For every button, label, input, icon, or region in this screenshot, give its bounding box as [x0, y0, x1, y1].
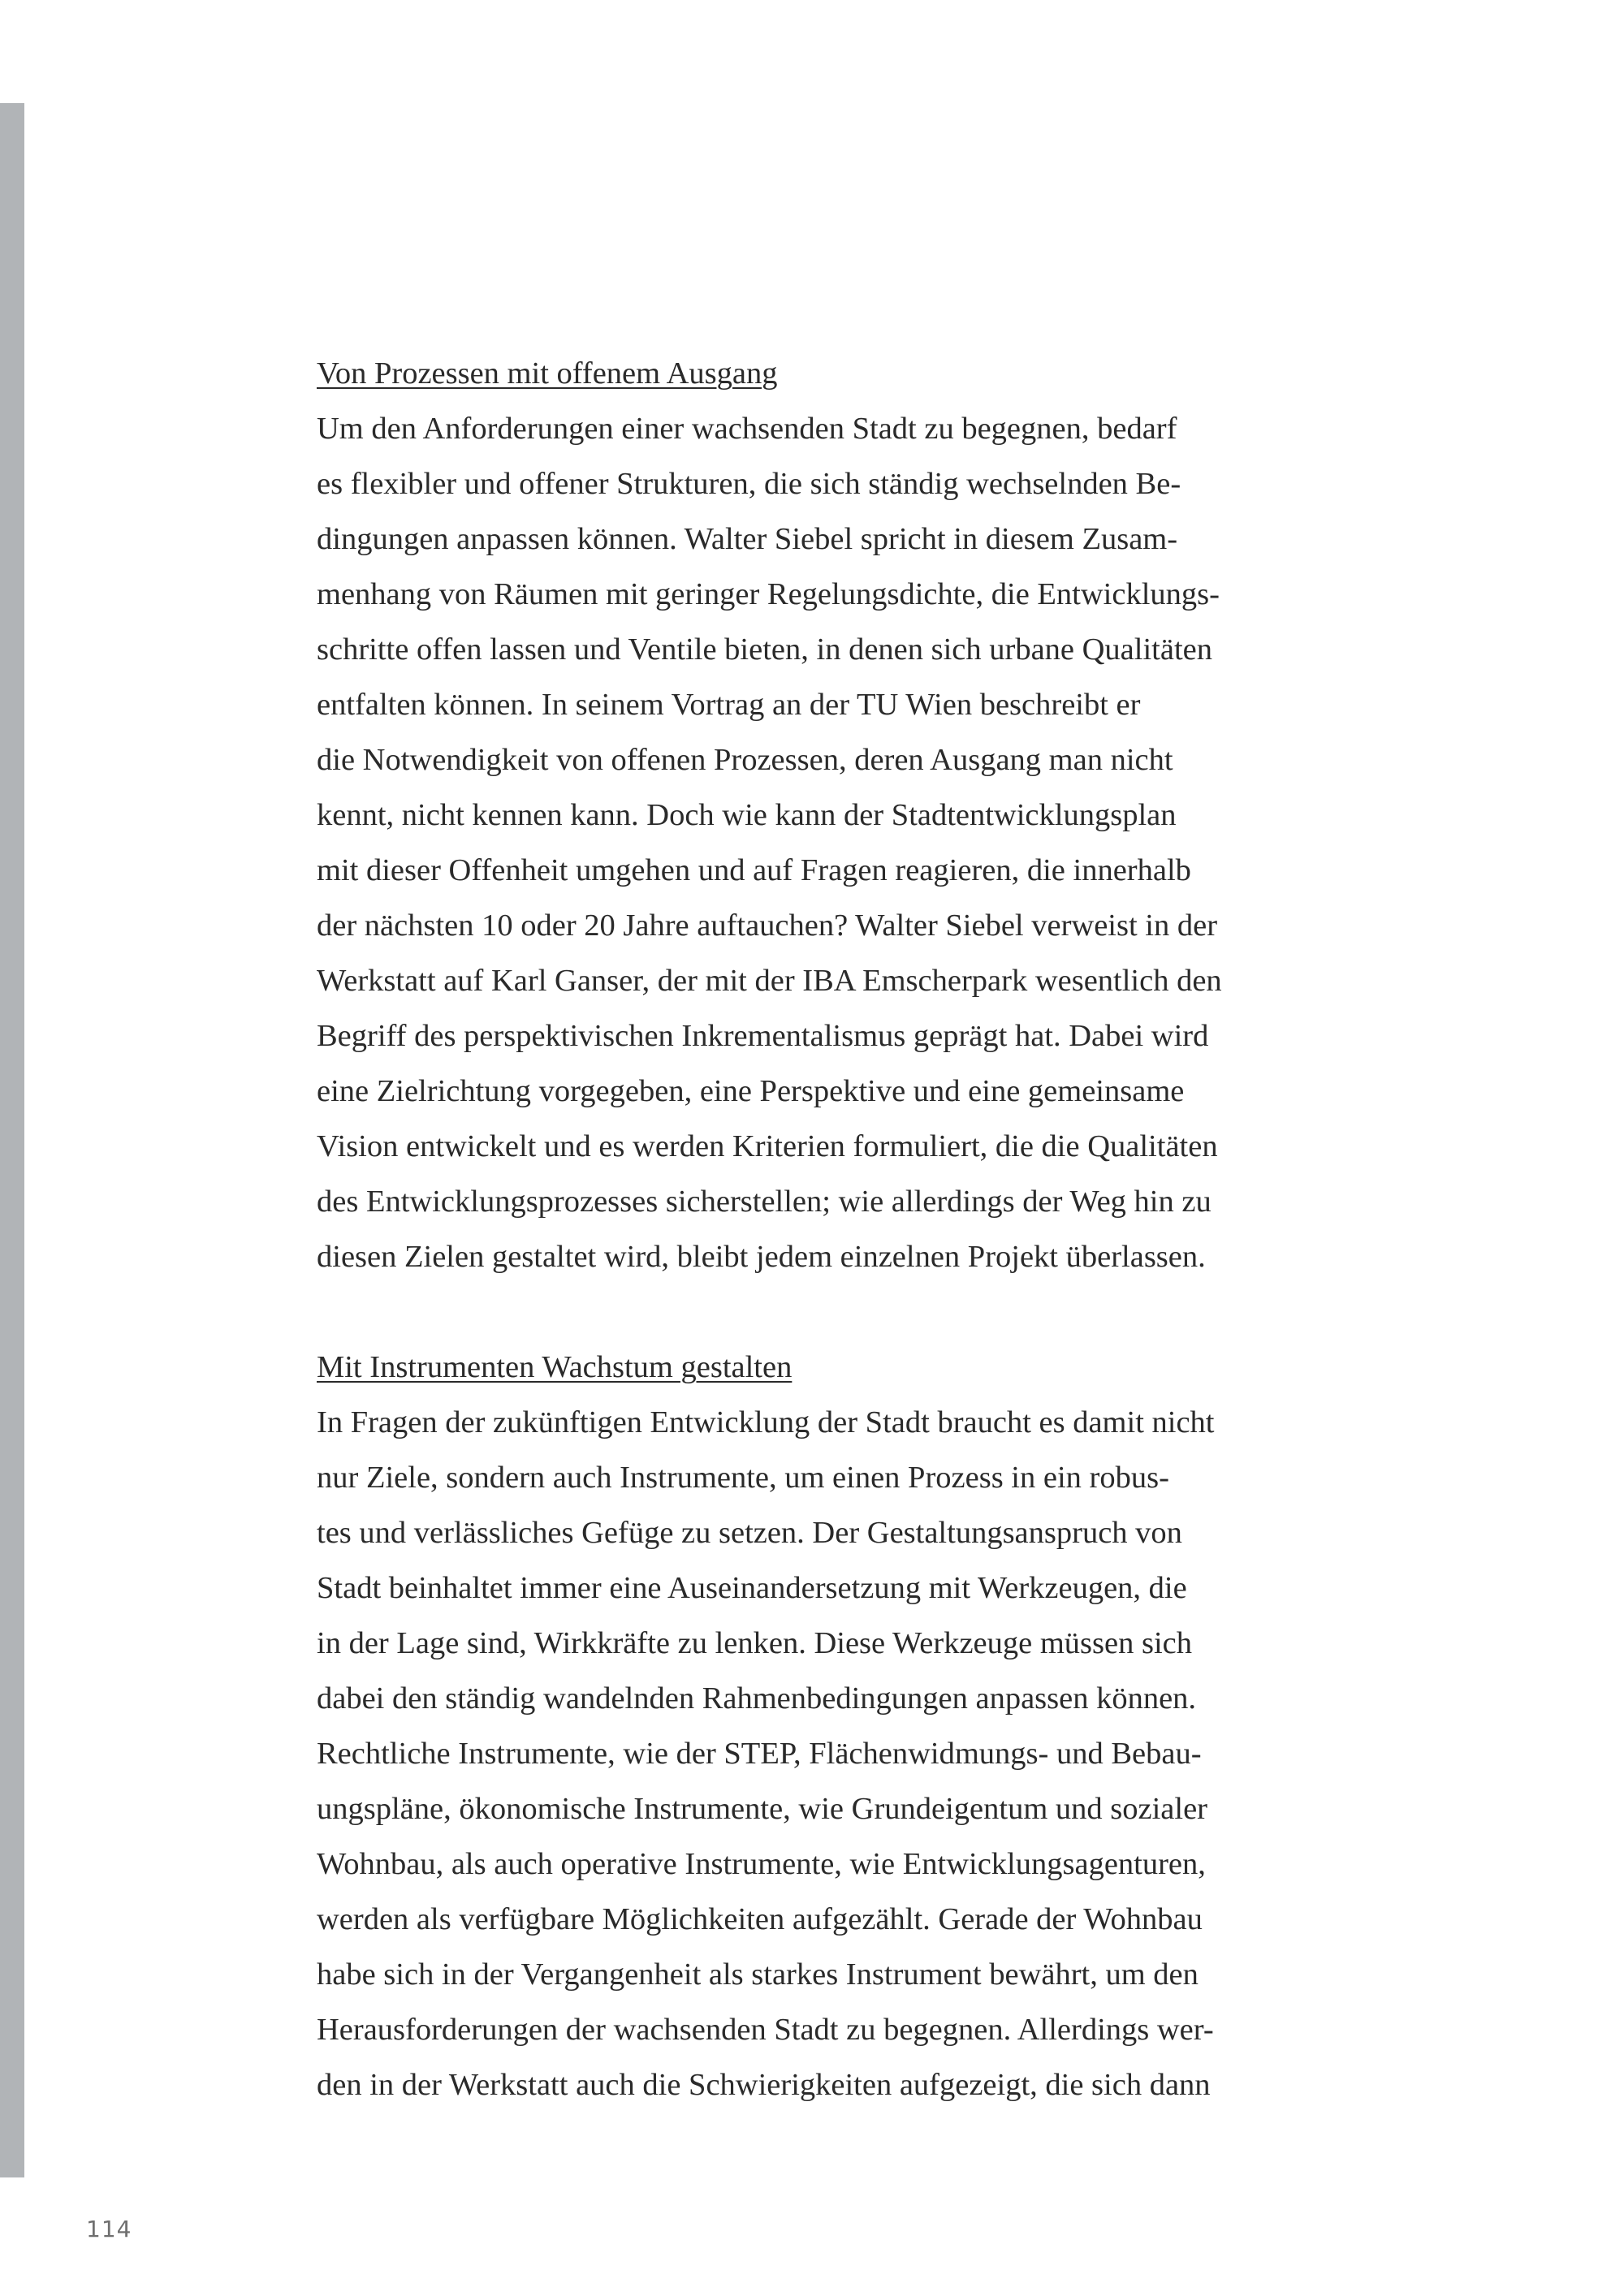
- paragraph-line: Rechtliche Instrumente, wie der STEP, Flächenwidmungs- und Bebau-: [317, 1737, 1202, 1771]
- section-offene-prozesse: [317, 346, 1291, 1284]
- paragraph-line: Um den Anforderungen einer wachsenden Stadt zu begegnen, bedarf: [317, 412, 1177, 446]
- paragraph-line: in der Lage sind, Wirkkräfte zu lenken. Diese Werkzeuge müssen sich: [317, 1626, 1192, 1660]
- paragraph-line: Vision entwickelt und es werden Kriterien formuliert, die die Qualitäten: [317, 1129, 1218, 1163]
- paragraph-line: Begriff des perspektivischen Inkrementalismus geprägt hat. Dabei wird: [317, 1019, 1209, 1053]
- page-number: 114: [86, 2216, 132, 2242]
- paragraph-line: mit dieser Offenheit umgehen und auf Fragen reagieren, die innerhalb: [317, 853, 1191, 887]
- paragraph-line: schritte offen lassen und Ventile bieten, in denen sich urbane Qualitäten: [317, 632, 1212, 667]
- paragraph-line: dabei den ständig wandelnden Rahmenbedingungen anpassen können.: [317, 1681, 1197, 1716]
- section-heading: Von Prozessen mit offenem Ausgang: [317, 356, 778, 391]
- section-instrumente: [317, 1340, 1291, 2113]
- paragraph-line: diesen Zielen gestaltet wird, bleibt jedem einzelnen Projekt überlassen.: [317, 1240, 1206, 1274]
- paragraph-line: menhang von Räumen mit geringer Regelungsdichte, die Entwicklungs-: [317, 577, 1220, 611]
- paragraph-line: die Notwendigkeit von offenen Prozessen, deren Ausgang man nicht: [317, 743, 1173, 777]
- paragraph-line: der nächsten 10 oder 20 Jahre auftauchen? Walter Siebel verweist in der: [317, 908, 1218, 943]
- paragraph-line: nur Ziele, sondern auch Instrumente, um einen Prozess in ein robus-: [317, 1461, 1169, 1495]
- paragraph-line: dingungen anpassen können. Walter Siebel spricht in diesem Zusam-: [317, 522, 1178, 556]
- paragraph-line: den in der Werkstatt auch die Schwierigkeiten aufgezeigt, die sich dann: [317, 2068, 1211, 2102]
- paragraph-line: habe sich in der Vergangenheit als starkes Instrument bewährt, um den: [317, 1957, 1199, 1992]
- paragraph-line: In Fragen der zukünftigen Entwicklung der Stadt braucht es damit nicht: [317, 1405, 1215, 1439]
- body-text-column: [317, 346, 1291, 2113]
- paragraph-line: tes und verlässliches Gefüge zu setzen. Der Gestaltungsanspruch von: [317, 1516, 1182, 1550]
- paragraph-line: entfalten können. In seinem Vortrag an der TU Wien beschreibt er: [317, 688, 1141, 722]
- paragraph-line: des Entwicklungsprozesses sicherstellen; wie allerdings der Weg hin zu: [317, 1185, 1212, 1219]
- paragraph-line: Herausforderungen der wachsenden Stadt zu begegnen. Allerdings wer-: [317, 2013, 1214, 2047]
- margin-accent-bar: [0, 103, 24, 2177]
- paragraph-line: Wohnbau, als auch operative Instrumente, wie Entwicklungsagenturen,: [317, 1847, 1206, 1881]
- paragraph-line: Stadt beinhaltet immer eine Auseinandersetzung mit Werkzeugen, die: [317, 1571, 1187, 1605]
- paragraph-line: kennt, nicht kennen kann. Doch wie kann der Stadtentwicklungsplan: [317, 798, 1177, 832]
- paragraph-line: eine Zielrichtung vorgegeben, eine Perspektive und eine gemeinsame: [317, 1074, 1185, 1108]
- paragraph-line: ungspläne, ökonomische Instrumente, wie Grundeigentum und sozialer: [317, 1792, 1207, 1826]
- paragraph-line: es flexibler und offener Strukturen, die sich ständig wechselnden Be-: [317, 467, 1181, 501]
- section-heading: Mit Instrumenten Wachstum gestalten: [317, 1350, 793, 1384]
- paragraph-line: werden als verfügbare Möglichkeiten aufgezählt. Gerade der Wohnbau: [317, 1902, 1203, 1936]
- paragraph-line: Werkstatt auf Karl Ganser, der mit der IBA Emscherpark wesentlich den: [317, 964, 1222, 998]
